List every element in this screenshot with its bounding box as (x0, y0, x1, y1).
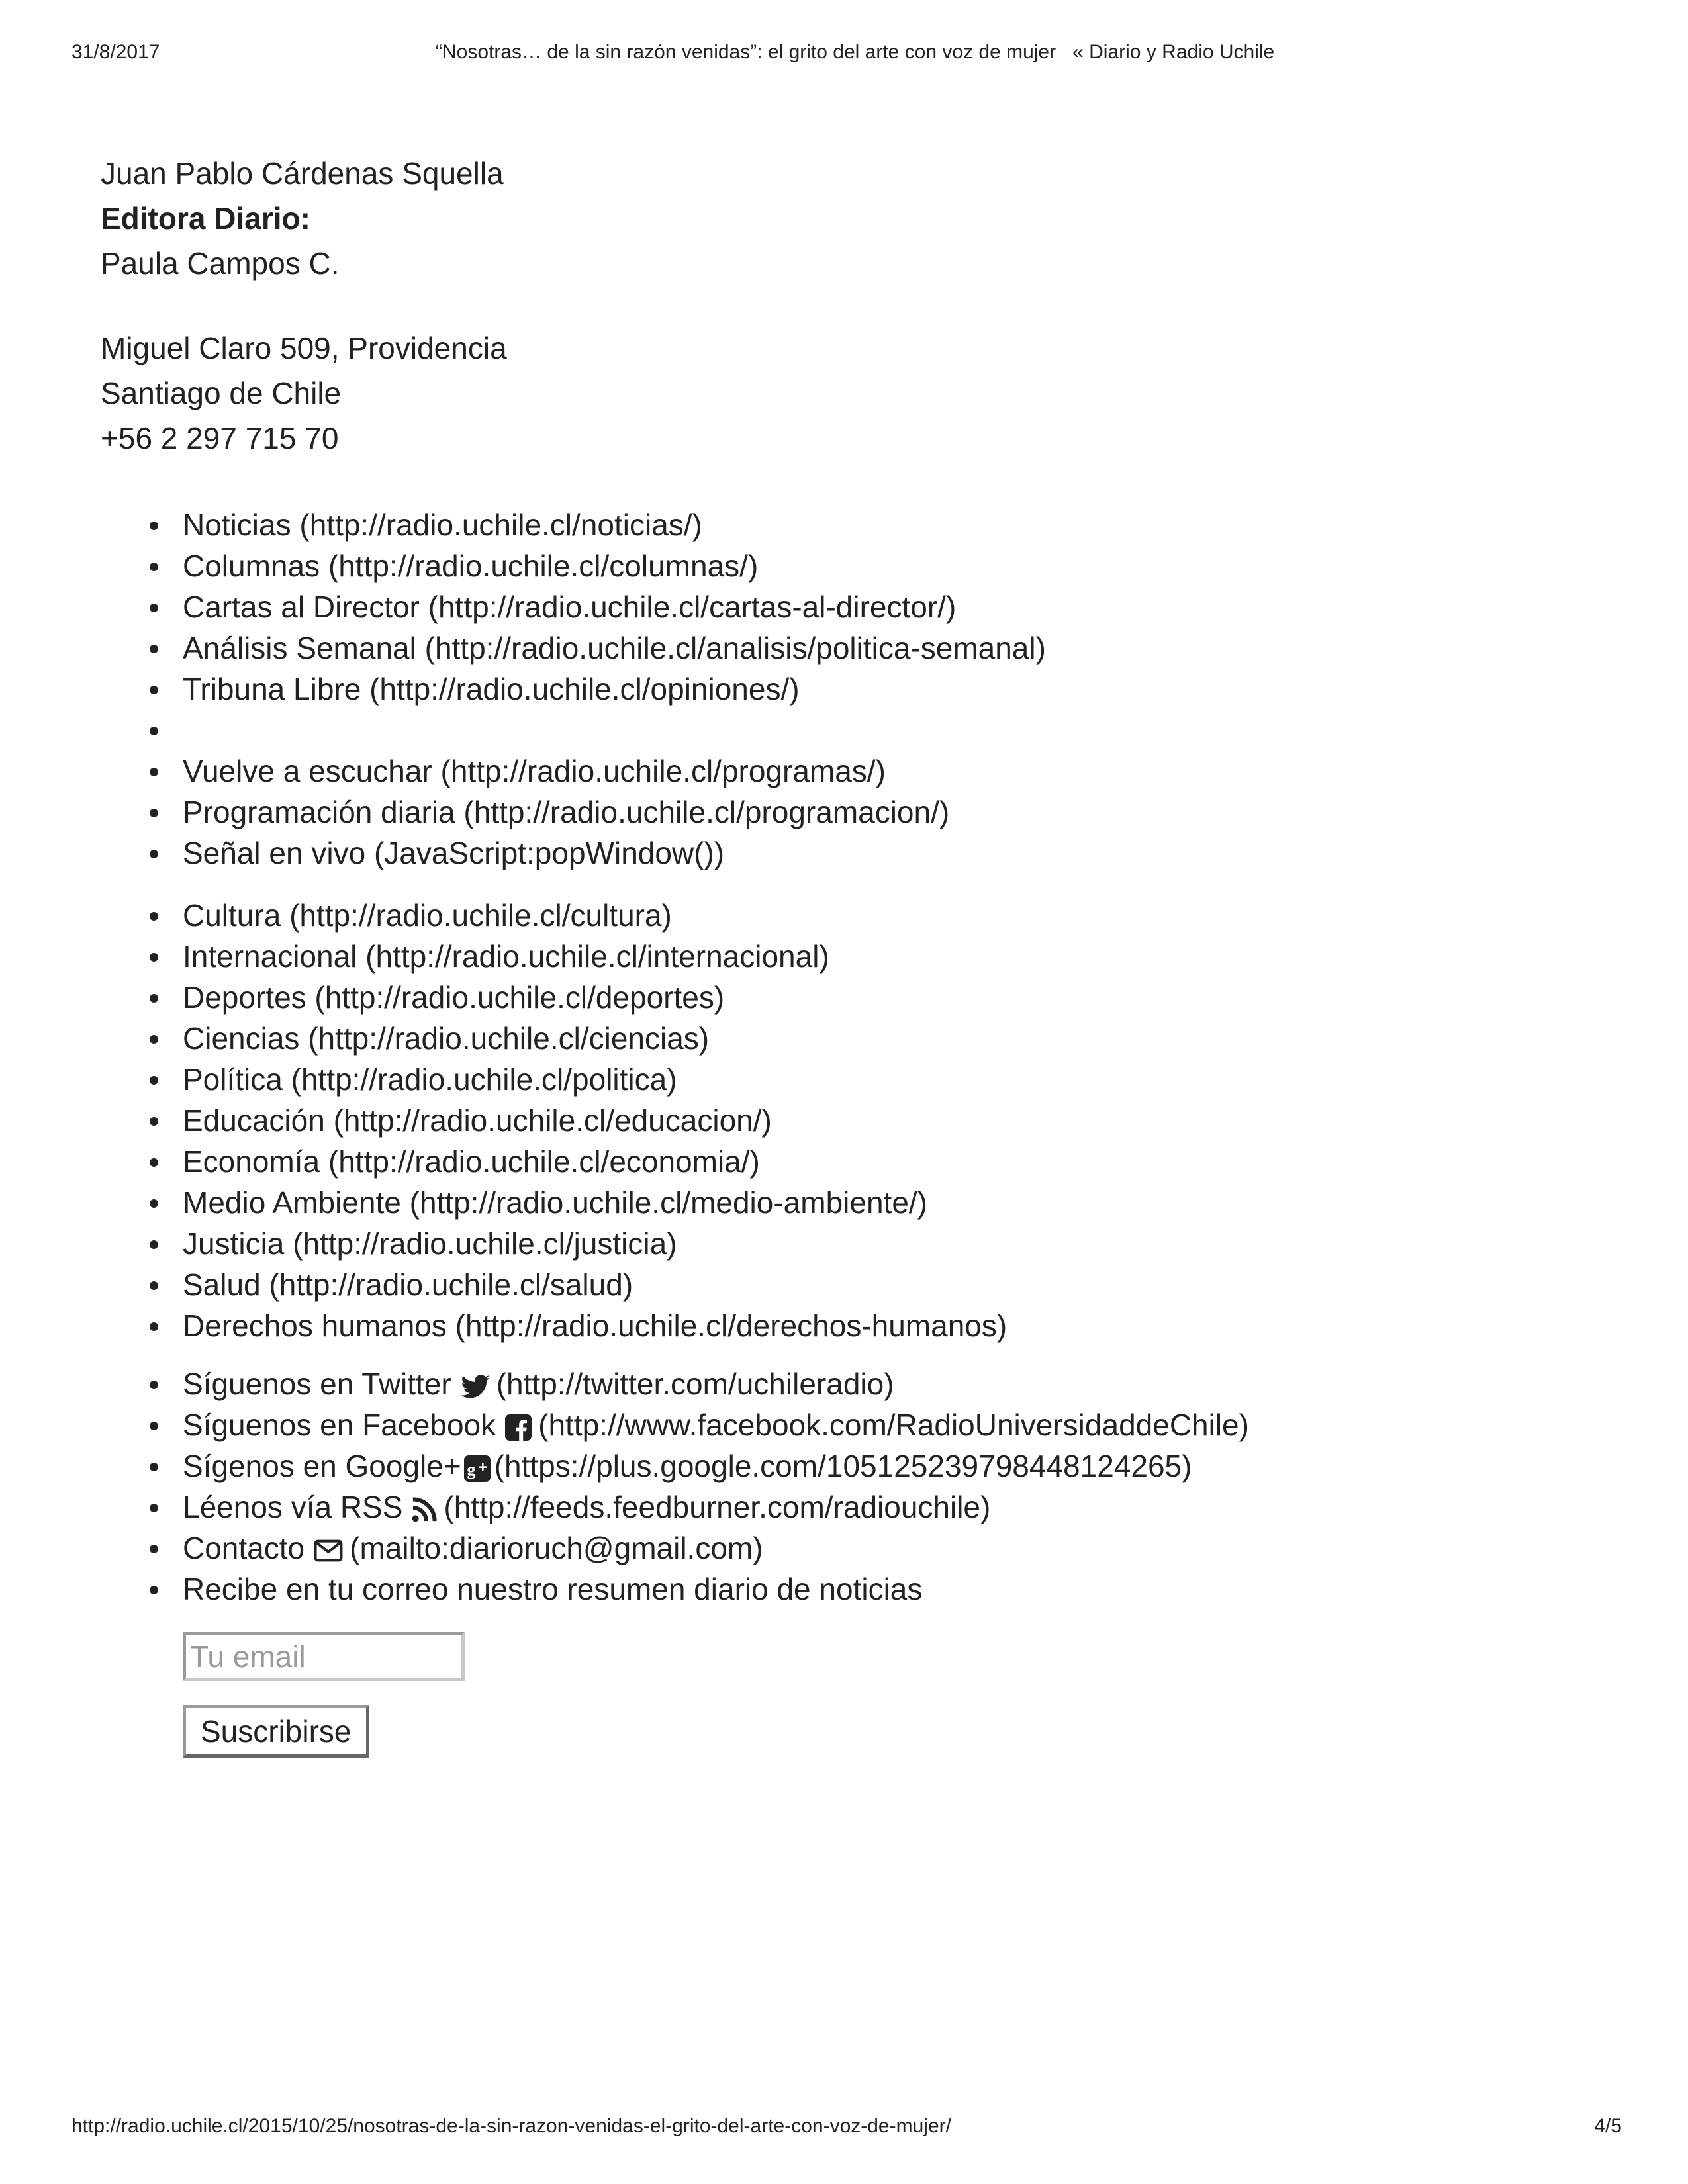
menu-item-vuelve-a-escuchar[interactable]: Vuelve a escuchar (http://radio.uchile.cl/programas/) (144, 751, 1046, 792)
social-item-rss[interactable] (144, 1486, 1249, 1527)
facebook-label: Síguenos en Facebook (183, 1408, 496, 1442)
menu-item-tribuna-libre[interactable]: Tribuna Libre (http://radio.uchile.cl/opiniones/) (144, 668, 1046, 709)
print-page-title: “Nosotras… de la sin razón venidas”: el grito del arte con voz de mujer « Diario y Radio Uchile (436, 41, 1275, 63)
menu-item-empty (144, 709, 1046, 751)
menu-item-politica[interactable]: Política (http://radio.uchile.cl/politica) (144, 1059, 1007, 1100)
social-menu (144, 1363, 1249, 1610)
twitter-url: (http://twitter.com/uchileradio) (496, 1367, 894, 1401)
print-footer (0, 2115, 1688, 2142)
print-header (0, 41, 1688, 68)
sections-menu (144, 895, 1007, 1346)
twitter-label: Síguenos en Twitter (183, 1367, 451, 1401)
address-phone: +56 2 297 715 70 (101, 421, 339, 455)
address-street: Miguel Claro 509, Providencia (101, 331, 507, 365)
svg-text:g: g (467, 1459, 476, 1479)
social-item-twitter[interactable] (144, 1363, 1249, 1404)
twitter-icon (461, 1375, 490, 1398)
menu-item-cultura[interactable]: Cultura (http://radio.uchile.cl/cultura) (144, 895, 1007, 936)
print-page-number: 4/5 (1594, 2115, 1622, 2137)
newsletter-text: Recibe en tu correo nuestro resumen diario de noticias (183, 1572, 923, 1606)
opinion-radio-menu (144, 504, 1046, 874)
print-date: 31/8/2017 (71, 41, 160, 63)
google-plus-icon (464, 1455, 491, 1482)
facebook-icon (505, 1414, 532, 1441)
menu-item-educacion[interactable]: Educación (http://radio.uchile.cl/educacion/) (144, 1100, 1007, 1141)
contact-url: (mailto:diarioruch@gmail.com) (350, 1531, 763, 1565)
facebook-url: (http://www.facebook.com/RadioUniversidaddeChile) (538, 1408, 1249, 1442)
social-item-newsletter (144, 1569, 1249, 1610)
menu-item-senal-en-vivo[interactable]: Señal en vivo (JavaScript:popWindow()) (144, 833, 1046, 874)
menu-item-economia[interactable]: Economía (http://radio.uchile.cl/economia/) (144, 1141, 1007, 1182)
rss-icon (412, 1497, 437, 1522)
menu-item-internacional[interactable]: Internacional (http://radio.uchile.cl/internacional) (144, 936, 1007, 977)
menu-item-cartas-al-director[interactable]: Cartas al Director (http://radio.uchile.cl/cartas-al-director/) (144, 586, 1046, 627)
menu-item-analisis-semanal[interactable]: Análisis Semanal (http://radio.uchile.cl/analisis/politica-semanal) (144, 627, 1046, 668)
editor-name: Paula Campos C. (101, 246, 340, 281)
menu-item-deportes[interactable]: Deportes (http://radio.uchile.cl/deportes) (144, 977, 1007, 1018)
social-item-contact[interactable] (144, 1527, 1249, 1569)
social-item-google-plus[interactable] (144, 1445, 1249, 1486)
rss-url: (http://feeds.feedburner.com/radiouchile) (444, 1490, 991, 1524)
contact-block (101, 151, 1590, 461)
editor-label: Editora Diario: (101, 201, 310, 236)
menu-item-columnas[interactable]: Columnas (http://radio.uchile.cl/columnas/) (144, 545, 1046, 586)
menu-item-salud[interactable]: Salud (http://radio.uchile.cl/salud) (144, 1264, 1007, 1305)
menu-item-programacion-diaria[interactable]: Programación diaria (http://radio.uchile.cl/programacion/) (144, 792, 1046, 833)
social-item-facebook[interactable] (144, 1404, 1249, 1445)
menu-item-noticias[interactable]: Noticias (http://radio.uchile.cl/noticias/) (144, 504, 1046, 545)
address-city: Santiago de Chile (101, 376, 342, 410)
menu-item-derechos-humanos[interactable]: Derechos humanos (http://radio.uchile.cl/derechos-humanos) (144, 1305, 1007, 1346)
newsletter-email-input[interactable] (183, 1632, 465, 1681)
envelope-icon (314, 1539, 343, 1563)
menu-item-medio-ambiente[interactable]: Medio Ambiente (http://radio.uchile.cl/medio-ambiente/) (144, 1182, 1007, 1223)
subscribe-button[interactable]: Suscribirse (183, 1705, 369, 1758)
google-url: (https://plus.google.com/105125239798448124265) (494, 1449, 1192, 1483)
director-name: Juan Pablo Cárdenas Squella (101, 156, 504, 191)
menu-item-justicia[interactable]: Justicia (http://radio.uchile.cl/justicia) (144, 1223, 1007, 1264)
google-label: Sígenos en Google+ (183, 1449, 461, 1483)
contact-label: Contacto (183, 1531, 305, 1565)
print-url: http://radio.uchile.cl/2015/10/25/nosotras-de-la-sin-razon-venidas-el-grito-del-arte-con-voz-de-mujer/ (71, 2115, 951, 2137)
rss-label: Léenos vía RSS (183, 1490, 403, 1524)
menu-item-ciencias[interactable]: Ciencias (http://radio.uchile.cl/ciencias) (144, 1018, 1007, 1059)
